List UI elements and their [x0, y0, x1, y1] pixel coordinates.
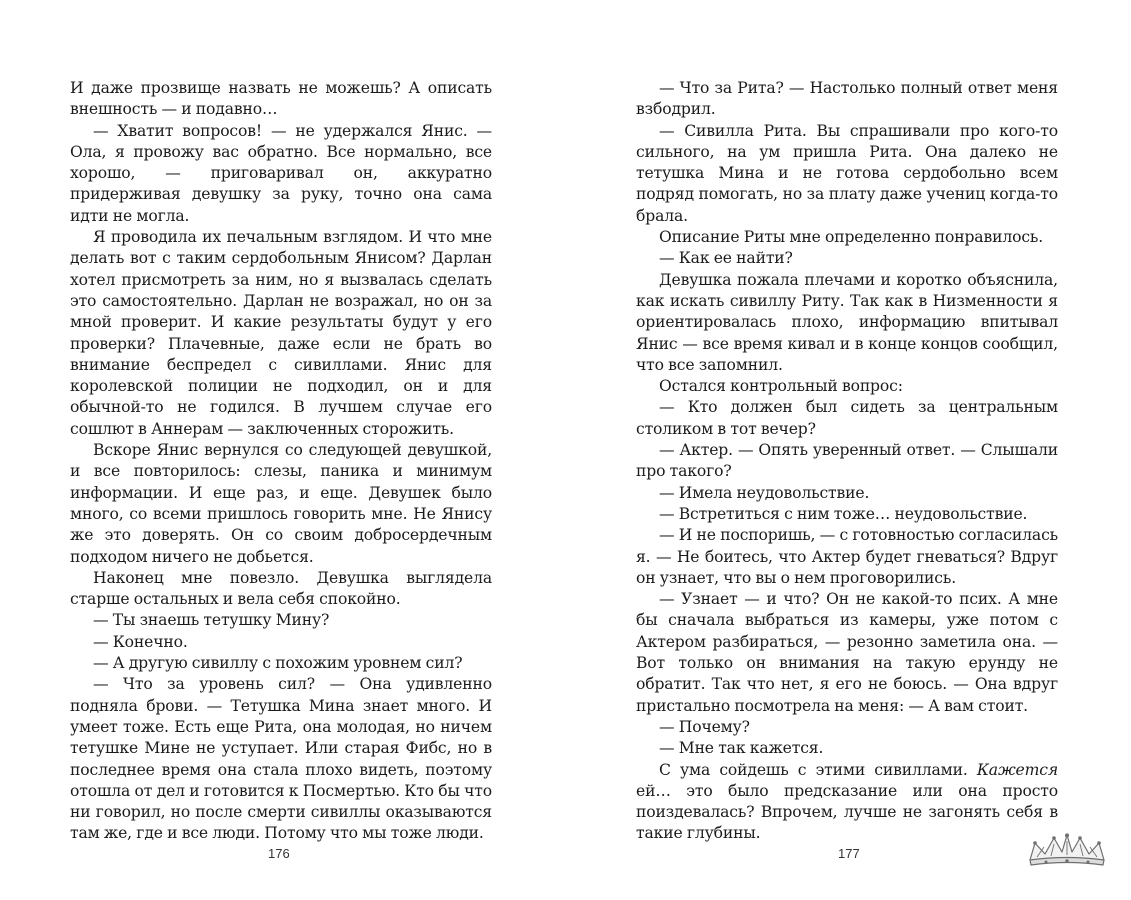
closing-text-start: С ума сойдешь с этими сивиллами.	[659, 760, 977, 779]
paragraph: — Узнает — и что? Он не какой-то псих. А мне бы сначала выбраться из камеры, уже потом с Актером разбираться, — резонно заметила она. — Вот только он внимания на такую ерунду не обратит. Так что нет, я его не боюсь. — Она вдруг пристально посмотрела на меня: — А вам стоит.	[636, 590, 1058, 715]
right-page-text	[636, 78, 1058, 845]
paragraph: — Что за Рита? — Настолько полный ответ меня взбодрил.	[636, 79, 1058, 119]
page-number-right: 177	[838, 846, 860, 861]
page-number-left: 176	[268, 846, 290, 861]
paragraph: — Сивилла Рита. Вы спрашивали про кого-то сильного, на ум пришла Рита. Она далеко не тетушка Мина и не готова сердобольно всем подряд помогать, но за плату даже учениц когда-то брала.	[636, 121, 1058, 225]
paragraph: И даже прозвище назвать не можешь? А описать внешность — и подавно…	[70, 79, 492, 119]
paragraph: Остался контрольный вопрос:	[659, 377, 903, 396]
paragraph: — Встретиться с ним тоже… неудовольствие.	[659, 504, 1028, 523]
paragraph: Девушка пожала плечами и коротко объяснила, как искать сивиллу Риту. Так как в Низменности я ориентировалась плохо, информацию впитывал Янис — все время кивал и в конце концов сообщил, что все запомнил.	[636, 270, 1058, 374]
left-page-text	[70, 78, 492, 845]
closing-paragraph	[636, 760, 1058, 845]
paragraph: — Актер. — Опять уверенный ответ. — Слышали про такого?	[636, 441, 1058, 481]
closing-text-end: ей… это было предсказание или она просто поиздевалась? Впрочем, лучше не загонять себя в такие глубины.	[636, 781, 1058, 843]
paragraph: — Как ее найти?	[659, 249, 793, 268]
paragraph: — Что за уровень сил? — Она удивленно подняла брови. — Тетушка Мина знает много. И умеет тоже. Есть еще Рита, она молодая, но ничем тетушке Мине не уступает. Или старая Фибс, но в последнее время она стала плохо видеть, поэтому отошла от дел и готовится к Посмертью. Кто бы что ни говорил, но после смерти сивиллы оказываются там же, где и все люди. Потому что мы тоже люди.	[70, 675, 492, 843]
paragraph: — Ты знаешь тетушку Мину?	[93, 611, 330, 630]
paragraph: Вскоре Янис вернулся со следующей девушкой, и все повторилось: слезы, паника и минимум информации. И еще раз, и еще. Девушек было много, со всеми пришлось говорить мне. Не Янису же это доверять. Он со своим добросердечным подходом ничего не добьется.	[70, 441, 492, 566]
paragraph: — Хватит вопросов! — не удержался Янис. — Ола, я провожу вас обратно. Все нормально, все хорошо, — приговаривал он, аккуратно придерживая девушку за руку, точно она сама идти не могла.	[70, 121, 492, 225]
paragraph: Наконец мне повезло. Девушка выглядела старше остальных и вела себя спокойно.	[70, 568, 492, 609]
emphasized-word: Кажется	[976, 760, 1058, 779]
paragraph: — Почему?	[659, 717, 750, 736]
paragraph: — Конечно.	[93, 632, 188, 651]
paragraph: — Имела неудовольствие.	[659, 483, 870, 502]
paragraph: — И не поспоришь, — с готовностью согласилась я. — Не боитесь, что Актер будет гневаться? Вдруг он узнает, что вы о нем проговорились.	[636, 526, 1058, 587]
paragraph: — Кто должен был сидеть за центральным столиком в тот вечер?	[636, 398, 1058, 438]
paragraph: — А другую сивиллу с похожим уровнем сил?	[93, 654, 463, 673]
paragraph: Я проводила их печальным взглядом. И что мне делать вот с таким сердобольным Янисом? Дарлан хотел присмотреть за ним, но я вызвалась сделать это самостоятельно. Дарлан не возражал, но он за мной проверит. И какие результаты будут у его проверки? Плачевные, даже если не брать во внимание беспредел с сивиллами. Янис для королевской полиции не подходил, он и для обычной-то не годился. В лучшем случае его сошлют в Аннерам — заключенных сторожить.	[70, 228, 492, 438]
crown-icon	[1026, 833, 1108, 869]
paragraph: — Мне так кажется.	[659, 739, 824, 758]
paragraph: Описание Риты мне определенно понравилось.	[659, 228, 1044, 247]
